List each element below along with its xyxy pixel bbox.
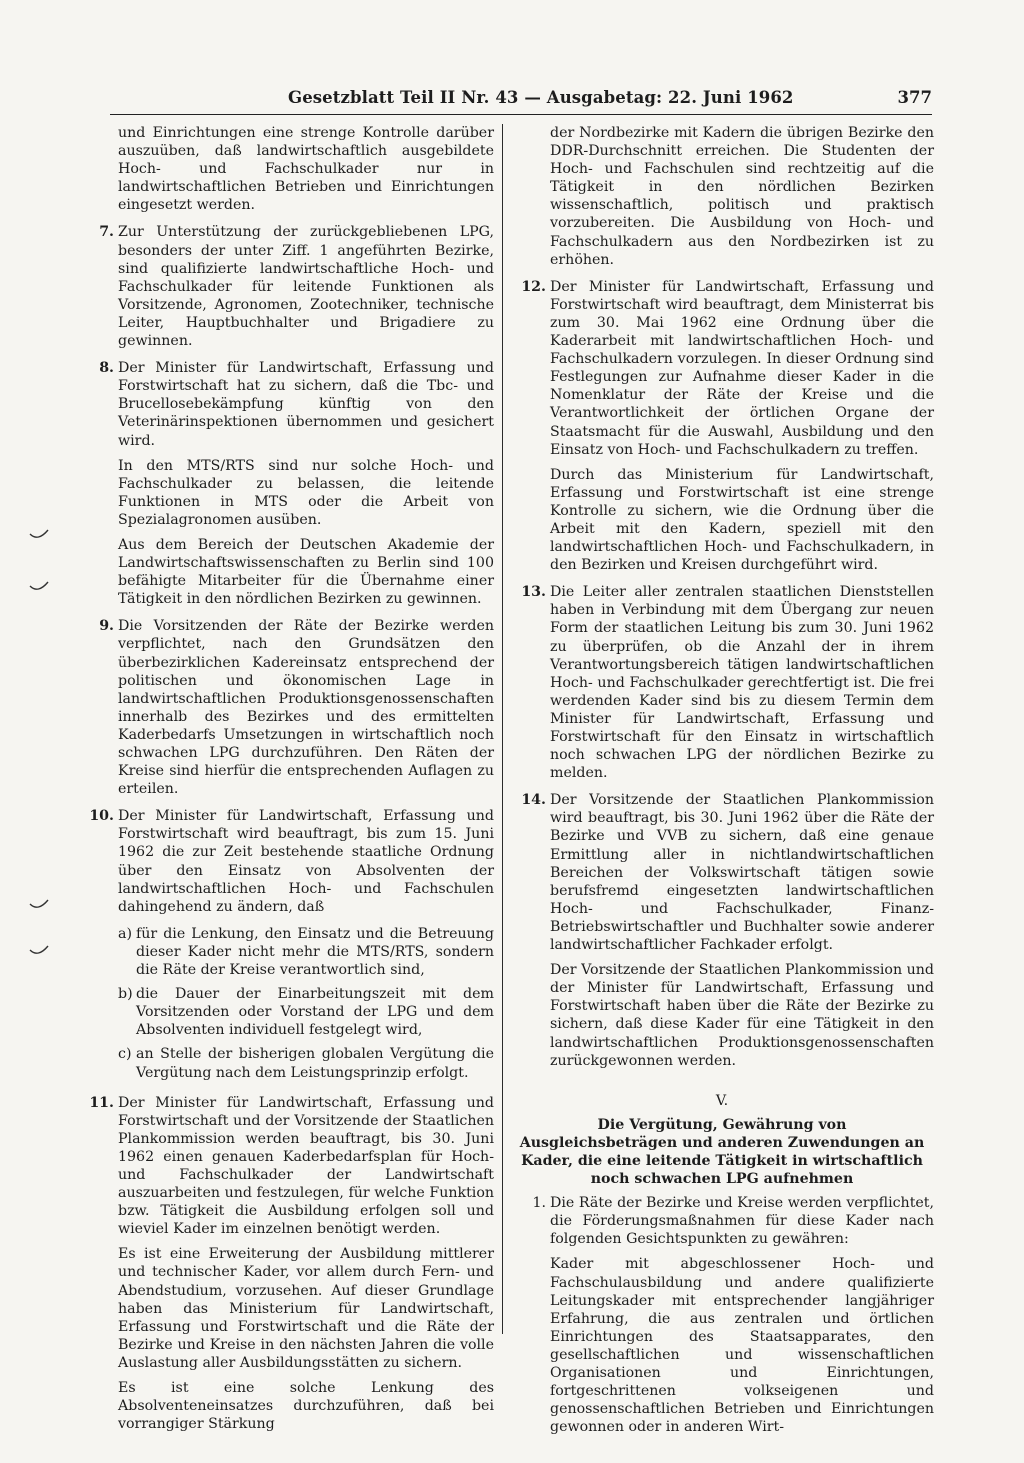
item-paragraph: Durch das Ministerium für Landwirtschaft, Erfassung und Forstwirtschaft ist eine strenge Kontrolle zu sichern, wie die Ordnung über die Arbeit mit den Kadern, speziell mit den landwirtschaftlichen Hoch- und Fachschulkadern, in den Bezirken und Kreisen durchgeführt wird. [550, 466, 934, 574]
right-intro-paragraph: der Nordbezirke mit Kadern die übrigen Bezirke den DDR-Durchschnitt erreichen. Die Studenten der Hoch- und Fachschulen sind rechtzeitig auf die Tätigkeit in den nördlichen Bezirken wissenschaftlich, politisch und praktisch vorzubereiten. Die Ausbildung von Hoch- und Fachschulkadern aus den Nordbezirken ist zu erhöhen. [550, 125, 934, 268]
item-number: 14. [521, 792, 546, 809]
item-10 [78, 807, 494, 916]
subitem-text: die Dauer der Einarbeitungszeit mit dem Vorsitzenden oder Vorstand der LPG und dem Absolventen individuell festgelegt wird, [136, 986, 494, 1039]
subitem-b [78, 985, 494, 1039]
item-number: 7. [99, 224, 114, 241]
item-13 [510, 583, 934, 782]
subitem-text: an Stelle der bisherigen globalen Vergütung die Vergütung nach dem Leistungsprinzip erfolgt. [136, 1046, 494, 1081]
subitem-a [78, 925, 494, 979]
header-title: Gesetzblatt Teil II Nr. 43 — Ausgabetag: 22. Juni 1962 [288, 88, 794, 107]
item-paragraph: Die Räte der Bezirke und Kreise werden verpflichtet, die Förderungsmaßnahmen für diese Kader nach folgenden Gesichtspunkten zu gewähren: [550, 1195, 934, 1248]
item-7 [78, 223, 494, 350]
subitem-c [78, 1045, 494, 1081]
left-column [78, 124, 494, 1442]
item-paragraph: Aus dem Bereich der Deutschen Akademie der Landwirtschaftswissenschaften zu Berlin sind 100 befähigte Mitarbeiter für die Übernahme einer Tätigkeit in den nördlichen Bezirken zu gewinnen. [118, 536, 494, 608]
page-number: 377 [897, 88, 932, 107]
item-paragraph: Es ist eine solche Lenkung des Absolventeneinsatzes durchzuführen, daß bei vorrangiger Stärkung [118, 1380, 494, 1433]
item-paragraph: In den MTS/RTS sind nur solche Hoch- und Fachschulkader zu belassen, die leitende Funktionen in MTS oder die Arbeit von Spezialagronomen ausüben. [118, 457, 494, 528]
page-header [110, 86, 932, 115]
item-8 [78, 359, 494, 608]
item-paragraph: Der Vorsitzende der Staatlichen Plankommission wird beauftragt, bis 30. Juni 1962 über die Räte der Bezirke und VVB zu sichern, daß eine genaue Ermittlung aller in nichtlandwirtschaftlichen Bereichen der Volkswirtschaft tätigen sowie berufsfremd eingesetzten landwirtschaftlichen Hoch- und Fachschulkader, Finanz-Betriebswirtschaftler und Buchhalter sowie anderer landwirtschaftlicher Fachkader erfolgt. [550, 792, 934, 954]
margin-mark-1 [28, 528, 52, 544]
item-paragraph: Es ist eine Erweiterung der Ausbildung mittlerer und technischer Kader, vor allem durch Fern- und Abendstudium, vorzusehen. Auf dieser Grundlage haben das Ministerium für Landwirtschaft, Erfassung und Forstwirtschaft und die Räte der Bezirke und Kreise in den nächsten Jahren die volle Auslastung aller Ausbildungsstätten zu sichern. [118, 1246, 494, 1371]
item-12 [510, 278, 934, 575]
margin-mark-2 [28, 580, 52, 596]
item-number: 1. [532, 1195, 546, 1212]
item-paragraph: Der Vorsitzende der Staatlichen Plankommission und der Minister für Landwirtschaft, Erfassung und Forstwirtschaft haben über die Räte der Bezirke zu sichern, daß diese Kader für eine Tätigkeit in den landwirtschaftlichen Produktionsgenossenschaften zurückgewonnen werden. [550, 962, 934, 1069]
item-paragraph: Kader mit abgeschlossener Hoch- und Fachschulausbildung und andere qualifizierte Leitungskader mit entsprechender langjähriger Erfahrung, die aus zentralen und örtlichen Einrichtungen des Staatsapparates, den gesellschaftlichen und wissenschaftlichen Organisationen und Einrichtungen, fortgeschrittenen volkseigenen und genossenschaftlichen Betrieben und Einrichtungen gewonnen oder in anderen Wirt- [550, 1256, 934, 1436]
item-paragraph: Der Minister für Landwirtschaft, Erfassung und Forstwirtschaft wird beauftragt, dem Ministerrat bis zum 30. Mai 1962 eine Ordnung über die Kaderarbeit mit landwirtschaftlichen Hoch- und Fachschulkadern vorzulegen. In dieser Ordnung sind Festlegungen zur Aufnahme dieser Kader in die Nomenklatur der Räte der Kreise und die Verantwortlichkeit der örtlichen Organe der Staatsmacht für die Auswahl, Ausbildung und den Einsatz von Hoch- und Fachschulkadern zu treffen. [550, 278, 934, 458]
subitem-letter: c) [118, 1046, 132, 1063]
item-number: 9. [99, 618, 114, 635]
item-paragraph: Der Minister für Landwirtschaft, Erfassung und Forstwirtschaft wird beauftragt, bis zum 15. Juni 1962 die zur Zeit bestehende staatliche Ordnung über den Einsatz von Absolventen der landwirtschaftlichen Hoch- und Fachschulen dahingehend zu ändern, daß [118, 808, 494, 915]
column-divider [502, 124, 503, 1334]
subitem-letter: a) [118, 925, 132, 942]
subitem-text: für die Lenkung, den Einsatz und die Betreuung dieser Kader nicht mehr die MTS/RTS, sondern die Räte der Kreise verantwortlich sind, [136, 925, 494, 979]
item-number: 11. [89, 1094, 114, 1111]
right-column [510, 124, 934, 1445]
item-paragraph: Die Vorsitzenden der Räte der Bezirke werden verpflichtet, nach den Grundsätzen den überbezirklichen Kadereinsatz entsprechend der politischen und ökonomischen Lage in landwirtschaftlichen Produktionsgenossenschaften innerhalb des Bezirkes und des ermittelten Kaderbedarfs Umsetzungen in wirtschaftlich noch schwachen LPG durchzuführen. Den Räten der Kreise sind hierfür die entsprechenden Auflagen zu erteilen. [118, 618, 494, 798]
item-number: 12. [521, 278, 546, 295]
margin-mark-3 [28, 898, 52, 914]
section-item-1 [510, 1194, 934, 1436]
item-number: 10. [89, 808, 114, 825]
section-numeral: V. [715, 1092, 729, 1109]
item-paragraph: Der Minister für Landwirtschaft, Erfassung und Forstwirtschaft und der Vorsitzende der Staatlichen Plankommission werden beauftragt, bis 30. Juni 1962 einen genauen Kaderbedarfsplan für Hoch- und Fachschulkader der Landwirtschaft auszuarbeiten und festzulegen, für welche Funktion bzw. Tätigkeit die Ausbildung erfolgen soll und wieviel Kader im einzelnen benötigt werden. [118, 1094, 494, 1238]
item-paragraph: Zur Unterstützung der zurückgebliebenen LPG, besonders der unter Ziff. 1 angeführten Bezirke, sind qualifizierte landwirtschaftliche Hoch- und Fachschulkader für leitende Funktionen als Vorsitzende, Agronomen, Zootechniker, technische Leiter, Hauptbuchhalter und Brigadiere zu gewinnen. [118, 224, 494, 350]
section-heading: Die Vergütung, Gewährung von Ausgleichsbeträgen und anderen Zuwendungen an Kader, die eine leitende Tätigkeit in wirtschaftlich noch schwachen LPG aufnehmen [519, 1116, 925, 1188]
item-paragraph: Die Leiter aller zentralen staatlichen Dienststellen haben in Verbindung mit dem Übergang zur neuen Form der staatlichen Leitung bis zum 30. Juni 1962 zu überprüfen, ob die Anzahl der in ihrem Verantwortungsbereich tätigen landwirtschaftlichen Hoch- und Fachschulkader gerechtfertigt ist. Die frei werdenden Kader sind bis zu diesem Termin dem Minister für Landwirtschaft, Erfassung und Forstwirtschaft für den Einsatz in wirtschaftlich noch schwachen LPG der nördlichen Bezirke zu melden. [550, 584, 934, 782]
subitem-letter: b) [118, 986, 133, 1003]
left-intro-paragraph: und Einrichtungen eine strenge Kontrolle darüber auszuüben, daß landwirtschaftlich ausgebildete Hoch- und Fachschulkader nur in landwirtschaftlichen Betrieben und Einrichtungen eingesetzt werden. [118, 125, 494, 214]
item-number: 8. [99, 360, 114, 377]
item-9 [78, 617, 494, 798]
item-number: 13. [521, 584, 546, 601]
item-11 [78, 1094, 494, 1434]
item-14 [510, 791, 934, 1069]
item-paragraph: Der Minister für Landwirtschaft, Erfassung und Forstwirtschaft hat zu sichern, daß die Tbc- und Brucellosebekämpfung künftig von den Veterinärinspektionen übernommen und gesichert wird. [118, 360, 494, 449]
margin-mark-4 [28, 944, 52, 960]
